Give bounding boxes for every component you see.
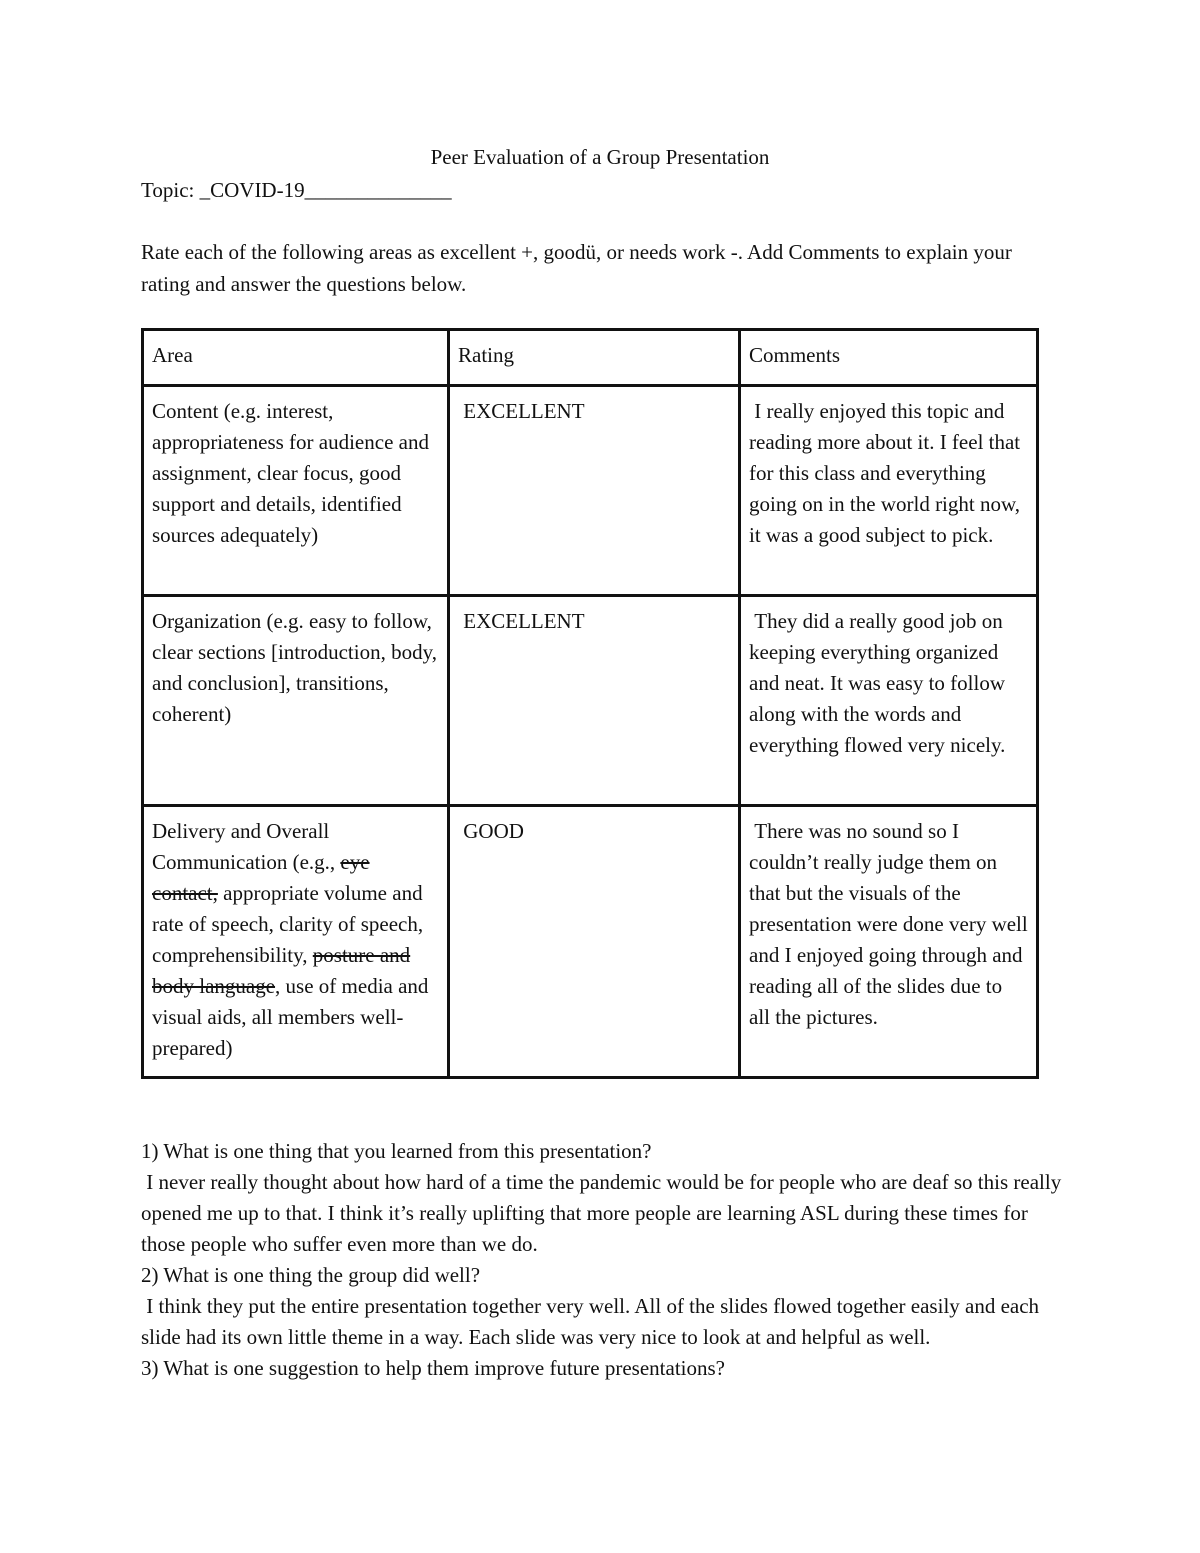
comment-content: I really enjoyed this topic and reading more about it. I feel that for this class and everything going on in the world right now, it was a good subject to pick.: [740, 386, 1038, 596]
question-2: 2) What is one thing the group did well?: [141, 1263, 481, 1287]
evaluation-table: [141, 328, 1039, 1079]
topic-line: Topic: _COVID-19______________: [141, 178, 452, 202]
area-delivery-strike-posture: posture and body language: [152, 943, 411, 998]
area-delivery-text-c: appropriate volume and rate of speech, clarity of speech, comprehensibility,: [152, 881, 424, 967]
question-3: 3) What is one suggestion to help them improve future presentations?: [141, 1356, 725, 1380]
header-rating: Rating: [449, 330, 740, 386]
area-delivery-text-a: Delivery and Overall Communication (e.g.,: [152, 819, 341, 874]
table-header-row: [143, 330, 1038, 386]
area-delivery-strike-eye-contact: eye contact,: [152, 850, 370, 905]
area-delivery: [143, 806, 449, 1078]
comment-delivery: There was no sound so I couldn’t really judge them on that but the visuals of the presentation were done very well and I enjoyed going through and reading all of the slides due to all the pictures.: [740, 806, 1038, 1078]
comment-organization: They did a really good job on keeping everything organized and neat. It was easy to follow along with the words and everything flowed very nicely.: [740, 596, 1038, 806]
area-content: Content (e.g. interest, appropriateness for audience and assignment, clear focus, good support and details, identified sources adequately): [143, 386, 449, 596]
question-1: 1) What is one thing that you learned from this presentation?: [141, 1139, 652, 1163]
instructions-paragraph: Rate each of the following areas as excellent +, goodü, or needs work -. Add Comments to explain your rating and answer the questions below.: [141, 240, 1012, 296]
answer-1: I never really thought about how hard of a time the pandemic would be for people who are deaf so this really opened me up to that. I think it’s really uplifting that more people are learning ASL during these times for those people who suffer even more than we do.: [141, 1170, 1067, 1256]
document-title: Peer Evaluation of a Group Presentation: [430, 145, 770, 169]
answer-2: I think they put the entire presentation together very well. All of the slides flowed together easily and each slide had its own little theme in a way. Each slide was very nice to look at and helpful as well.: [141, 1294, 1045, 1349]
rating-organization: EXCELLENT: [449, 596, 740, 806]
table-row: [143, 806, 1038, 1078]
rating-content: EXCELLENT: [449, 386, 740, 596]
header-comments: Comments: [740, 330, 1038, 386]
table-row: [143, 596, 1038, 806]
table-row: [143, 386, 1038, 596]
questions-section: [141, 1136, 1071, 1384]
rating-delivery: GOOD: [449, 806, 740, 1078]
header-area: Area: [143, 330, 449, 386]
area-delivery-text-e: , use of media and visual aids, all members well-prepared): [152, 974, 429, 1060]
area-organization: Organization (e.g. easy to follow, clear sections [introduction, body, and conclusion], transitions, coherent): [143, 596, 449, 806]
